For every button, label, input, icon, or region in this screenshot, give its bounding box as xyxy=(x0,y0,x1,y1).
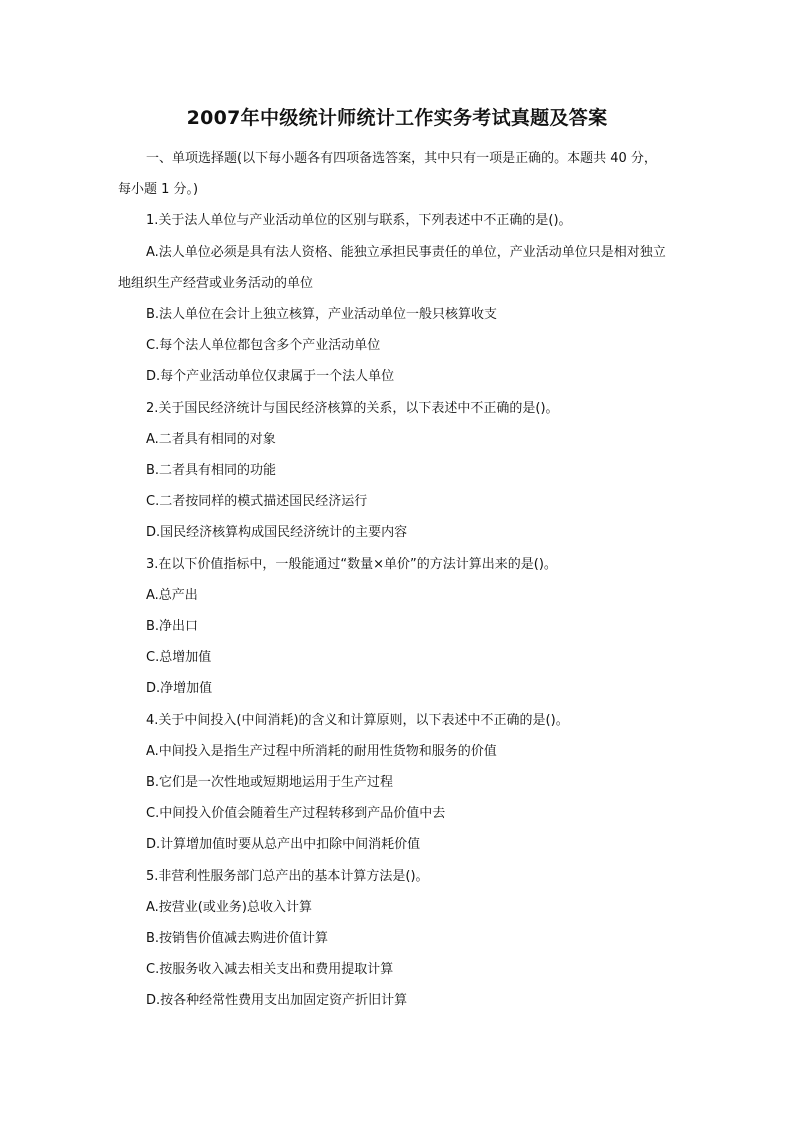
question-2-stem: 2.关于国民经济统计与国民经济核算的关系，以下表述中不正确的是()。 xyxy=(146,400,559,416)
question-3-option-a: A.总产出 xyxy=(146,587,198,603)
question-5-option-a: A.按营业(或业务)总收入计算 xyxy=(146,899,312,915)
question-4-stem: 4.关于中间投入(中间消耗)的含义和计算原则，以下表述中不正确的是()。 xyxy=(146,712,569,728)
question-3-option-d: D.净增加值 xyxy=(146,681,213,697)
document-title: 2007年中级统计师统计工作实务考试真题及答案 xyxy=(186,107,608,129)
section-intro: 一、单项选择题(以下每小题各有四项备选答案，其中只有一项是正确的。本题共 40 分，每小题 1 分。) xyxy=(118,151,657,198)
question-4-option-d: D.计算增加值时要从总产出中扣除中间消耗价值 xyxy=(146,837,421,853)
question-1-option-d: D.每个产业活动单位仅隶属于一个法人单位 xyxy=(146,369,395,385)
question-5-option-c: C.按服务收入减去相关支出和费用提取计算 xyxy=(146,962,394,978)
question-2-option-a: A.二者具有相同的对象 xyxy=(146,431,276,447)
question-1-stem: 1.关于法人单位与产业活动单位的区别与联系，下列表述中不正确的是()。 xyxy=(146,213,572,229)
question-4-option-c: C.中间投入价值会随着生产过程转移到产品价值中去 xyxy=(146,806,446,822)
question-3-stem: 3.在以下价值指标中，一般能通过“数量×单价”的方法计算出来的是()。 xyxy=(146,556,557,572)
document-body xyxy=(118,143,666,1017)
question-1-option-b: B.法人单位在会计上独立核算，产业活动单位一般只核算收支 xyxy=(146,307,498,323)
question-2-option-b: B.二者具有相同的功能 xyxy=(146,463,277,479)
question-4-option-a: A.中间投入是指生产过程中所消耗的耐用性货物和服务的价值 xyxy=(146,743,497,759)
question-5-stem: 5.非营利性服务部门总产出的基本计算方法是()。 xyxy=(146,868,429,884)
question-1-option-a: A.法人单位必须是具有法人资格、能独立承担民事责任的单位，产业活动单位只是相对独立地组织生产经营或业务活动的单位 xyxy=(118,244,666,291)
question-4-option-b: B.它们是一次性地或短期地运用于生产过程 xyxy=(146,775,394,791)
question-1-option-c: C.每个法人单位都包含多个产业活动单位 xyxy=(146,338,381,354)
question-2-option-d: D.国民经济核算构成国民经济统计的主要内容 xyxy=(146,525,408,541)
question-5-option-b: B.按销售价值减去购进价值计算 xyxy=(146,931,329,947)
question-2-option-c: C.二者按同样的模式描述国民经济运行 xyxy=(146,494,368,510)
question-5-option-d: D.按各种经常性费用支出加固定资产折旧计算 xyxy=(146,993,408,1009)
question-3-option-c: C.总增加值 xyxy=(146,650,212,666)
question-3-option-b: B.净出口 xyxy=(146,619,199,635)
